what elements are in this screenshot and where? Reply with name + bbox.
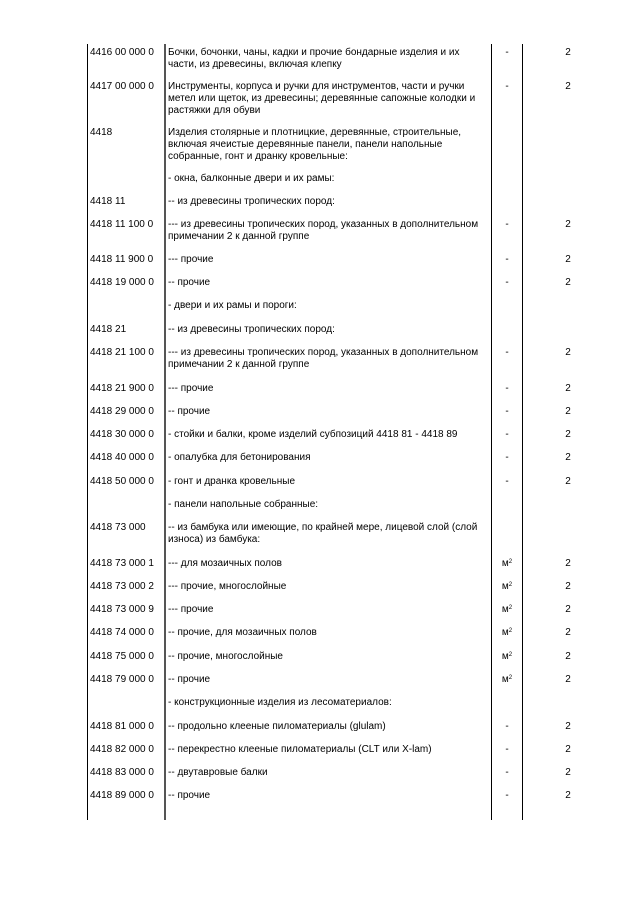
table-row xyxy=(0,674,640,697)
table-row xyxy=(0,81,640,127)
commodity-description: --- прочие xyxy=(168,604,214,615)
unit-of-measure: $м^2$ xyxy=(501,674,513,685)
table-row xyxy=(0,324,640,347)
commodity-description: -- перекрестно клееные пиломатериалы (CLT или X-lam) xyxy=(168,744,432,755)
table-row xyxy=(0,406,640,429)
duty-rate: 2 xyxy=(565,674,571,685)
unit-of-measure: $м^2$ xyxy=(501,581,513,592)
unit-of-measure: - xyxy=(505,452,509,463)
commodity-description: - гонт и дранка кровельные xyxy=(168,476,296,487)
commodity-code: 4418 73 000 9 xyxy=(90,604,154,615)
table-row xyxy=(0,173,640,196)
table-row xyxy=(0,219,640,254)
commodity-code: 4417 00 000 0 xyxy=(90,81,154,92)
commodity-description: -- из древесины тропических пород: xyxy=(168,196,335,207)
commodity-code: 4418 89 000 0 xyxy=(90,790,154,801)
table-row xyxy=(0,697,640,721)
table-row xyxy=(0,47,640,81)
table-row xyxy=(0,604,640,627)
table-row xyxy=(0,744,640,767)
table-row xyxy=(0,627,640,651)
commodity-code: 4418 11 xyxy=(90,196,126,207)
commodity-description: Изделия столярные и плотницкие, деревянные, строительные, включая ячеистые деревянные панели, панели напольные собранные, гонт и дранку кровельные: xyxy=(168,127,462,162)
commodity-code: 4418 73 000 1 xyxy=(90,558,154,569)
unit-of-measure: - xyxy=(505,406,509,417)
unit-superscript: 2 xyxy=(508,582,513,588)
duty-rate: 2 xyxy=(565,81,571,92)
commodity-description: - опалубка для бетонирования xyxy=(168,452,311,463)
commodity-code: 4418 29 000 0 xyxy=(90,406,154,417)
commodity-code: 4418 82 000 0 xyxy=(90,744,154,755)
unit-of-measure: - xyxy=(505,277,509,288)
commodity-description: - двери и их рамы и пороги: xyxy=(168,300,297,311)
table-row xyxy=(0,499,640,522)
unit-superscript: 2 xyxy=(508,675,513,681)
commodity-code: 4418 30 000 0 xyxy=(90,429,154,440)
commodity-code: 4418 75 000 0 xyxy=(90,651,154,662)
table-row xyxy=(0,476,640,499)
unit-of-measure: - xyxy=(505,347,509,358)
unit-of-measure: - xyxy=(505,476,509,487)
unit-superscript: 2 xyxy=(508,652,513,658)
duty-rate: 2 xyxy=(565,627,571,638)
duty-rate: 2 xyxy=(565,721,571,732)
commodity-description: -- прочие xyxy=(168,674,211,685)
commodity-description: --- прочие xyxy=(168,383,214,394)
commodity-code: 4418 74 000 0 xyxy=(90,627,154,638)
duty-rate: 2 xyxy=(565,476,571,487)
commodity-description: - окна, балконные двери и их рамы: xyxy=(168,173,335,184)
table-row xyxy=(0,721,640,744)
duty-rate: 2 xyxy=(565,651,571,662)
commodity-description: -- прочие xyxy=(168,790,211,801)
duty-rate: 2 xyxy=(565,406,571,417)
duty-rate: 2 xyxy=(565,452,571,463)
duty-rate: 2 xyxy=(565,790,571,801)
table-row xyxy=(0,254,640,277)
duty-rate: 2 xyxy=(565,429,571,440)
commodity-description: -- прочие, для мозаичных полов xyxy=(168,627,317,638)
commodity-description: -- из бамбука или имеющие, по крайней мере, лицевой слой (слой износа) из бамбука: xyxy=(168,522,478,545)
commodity-code: 4418 81 000 0 xyxy=(90,721,154,732)
commodity-description: -- прочие xyxy=(168,277,211,288)
table-row xyxy=(0,277,640,300)
commodity-description: Бочки, бочонки, чаны, кадки и прочие бондарные изделия и их части, из древесины, включая клепку xyxy=(168,47,460,70)
unit-of-measure: $м^2$ xyxy=(501,558,513,569)
table-row xyxy=(0,127,640,173)
table-row xyxy=(0,429,640,452)
commodity-description: --- из древесины тропических пород, указанных в дополнительном примечании 2 к данной группе xyxy=(168,347,479,370)
commodity-description: --- для мозаичных полов xyxy=(168,558,282,569)
duty-rate: 2 xyxy=(565,767,571,778)
unit-of-measure: - xyxy=(505,219,509,230)
commodity-code: 4416 00 000 0 xyxy=(90,47,154,58)
unit-superscript: 2 xyxy=(508,559,513,565)
commodity-code: 4418 79 000 0 xyxy=(90,674,154,685)
unit-of-measure: - xyxy=(505,383,509,394)
table-row xyxy=(0,767,640,790)
duty-rate: 2 xyxy=(565,277,571,288)
table-row xyxy=(0,651,640,674)
unit-superscript: 2 xyxy=(508,605,513,611)
unit-of-measure: $м^2$ xyxy=(501,627,513,638)
commodity-code: 4418 21 900 0 xyxy=(90,383,154,394)
commodity-description: -- прочие xyxy=(168,406,211,417)
unit-of-measure: - xyxy=(505,721,509,732)
table-row xyxy=(0,196,640,219)
commodity-code: 4418 21 100 0 xyxy=(90,347,154,358)
commodity-code: 4418 73 000 2 xyxy=(90,581,154,592)
commodity-description: -- двутавровые балки xyxy=(168,767,268,778)
table-row xyxy=(0,522,640,558)
unit-of-measure: - xyxy=(505,429,509,440)
commodity-code: 4418 xyxy=(90,127,113,138)
commodity-description: -- прочие, многослойные xyxy=(168,651,283,662)
duty-rate: 2 xyxy=(565,219,571,230)
unit-of-measure: - xyxy=(505,790,509,801)
duty-rate: 2 xyxy=(565,383,571,394)
commodity-code: 4418 11 100 0 xyxy=(90,219,154,230)
commodity-description: -- из древесины тропических пород: xyxy=(168,324,335,335)
table-row xyxy=(0,558,640,581)
commodity-code: 4418 11 900 0 xyxy=(90,254,154,265)
unit-of-measure: $м^2$ xyxy=(501,651,513,662)
commodity-code: 4418 40 000 0 xyxy=(90,452,154,463)
duty-rate: 2 xyxy=(565,744,571,755)
table-row xyxy=(0,383,640,406)
commodity-code: 4418 19 000 0 xyxy=(90,277,154,288)
commodity-code: 4418 21 xyxy=(90,324,127,335)
unit-of-measure: $м^2$ xyxy=(501,604,513,615)
unit-of-measure: - xyxy=(505,744,509,755)
commodity-description: - стойки и балки, кроме изделий субпозиций 4418 81 - 4418 89 xyxy=(168,429,458,440)
commodity-code: 4418 83 000 0 xyxy=(90,767,154,778)
duty-rate: 2 xyxy=(565,347,571,358)
duty-rate: 2 xyxy=(565,604,571,615)
duty-rate: 2 xyxy=(565,581,571,592)
commodity-code: 4418 73 000 xyxy=(90,522,146,533)
unit-superscript: 2 xyxy=(508,628,513,634)
unit-of-measure: - xyxy=(505,81,509,92)
commodity-description: -- продольно клееные пиломатериалы (glulam) xyxy=(168,721,386,732)
commodity-description: - конструкционные изделия из лесоматериалов: xyxy=(168,697,392,708)
duty-rate: 2 xyxy=(565,47,571,58)
commodity-description: --- из древесины тропических пород, указанных в дополнительном примечании 2 к данной группе xyxy=(168,219,479,242)
unit-of-measure: - xyxy=(505,254,509,265)
commodity-description: Инструменты, корпуса и ручки для инструментов, части и ручки метел или щеток, из древесины; деревянные сапожные колодки и растяжки для обуви xyxy=(168,81,476,116)
table-row xyxy=(0,300,640,324)
duty-rate: 2 xyxy=(565,558,571,569)
commodity-description: --- прочие, многослойные xyxy=(168,581,287,592)
commodity-description: - панели напольные собранные: xyxy=(168,499,319,510)
unit-of-measure: - xyxy=(505,767,509,778)
unit-of-measure: - xyxy=(505,47,509,58)
table-row xyxy=(0,347,640,383)
table-row xyxy=(0,790,640,813)
commodity-code: 4418 50 000 0 xyxy=(90,476,154,487)
table-row xyxy=(0,581,640,604)
duty-rate: 2 xyxy=(565,254,571,265)
commodity-description: --- прочие xyxy=(168,254,214,265)
table-row xyxy=(0,452,640,476)
